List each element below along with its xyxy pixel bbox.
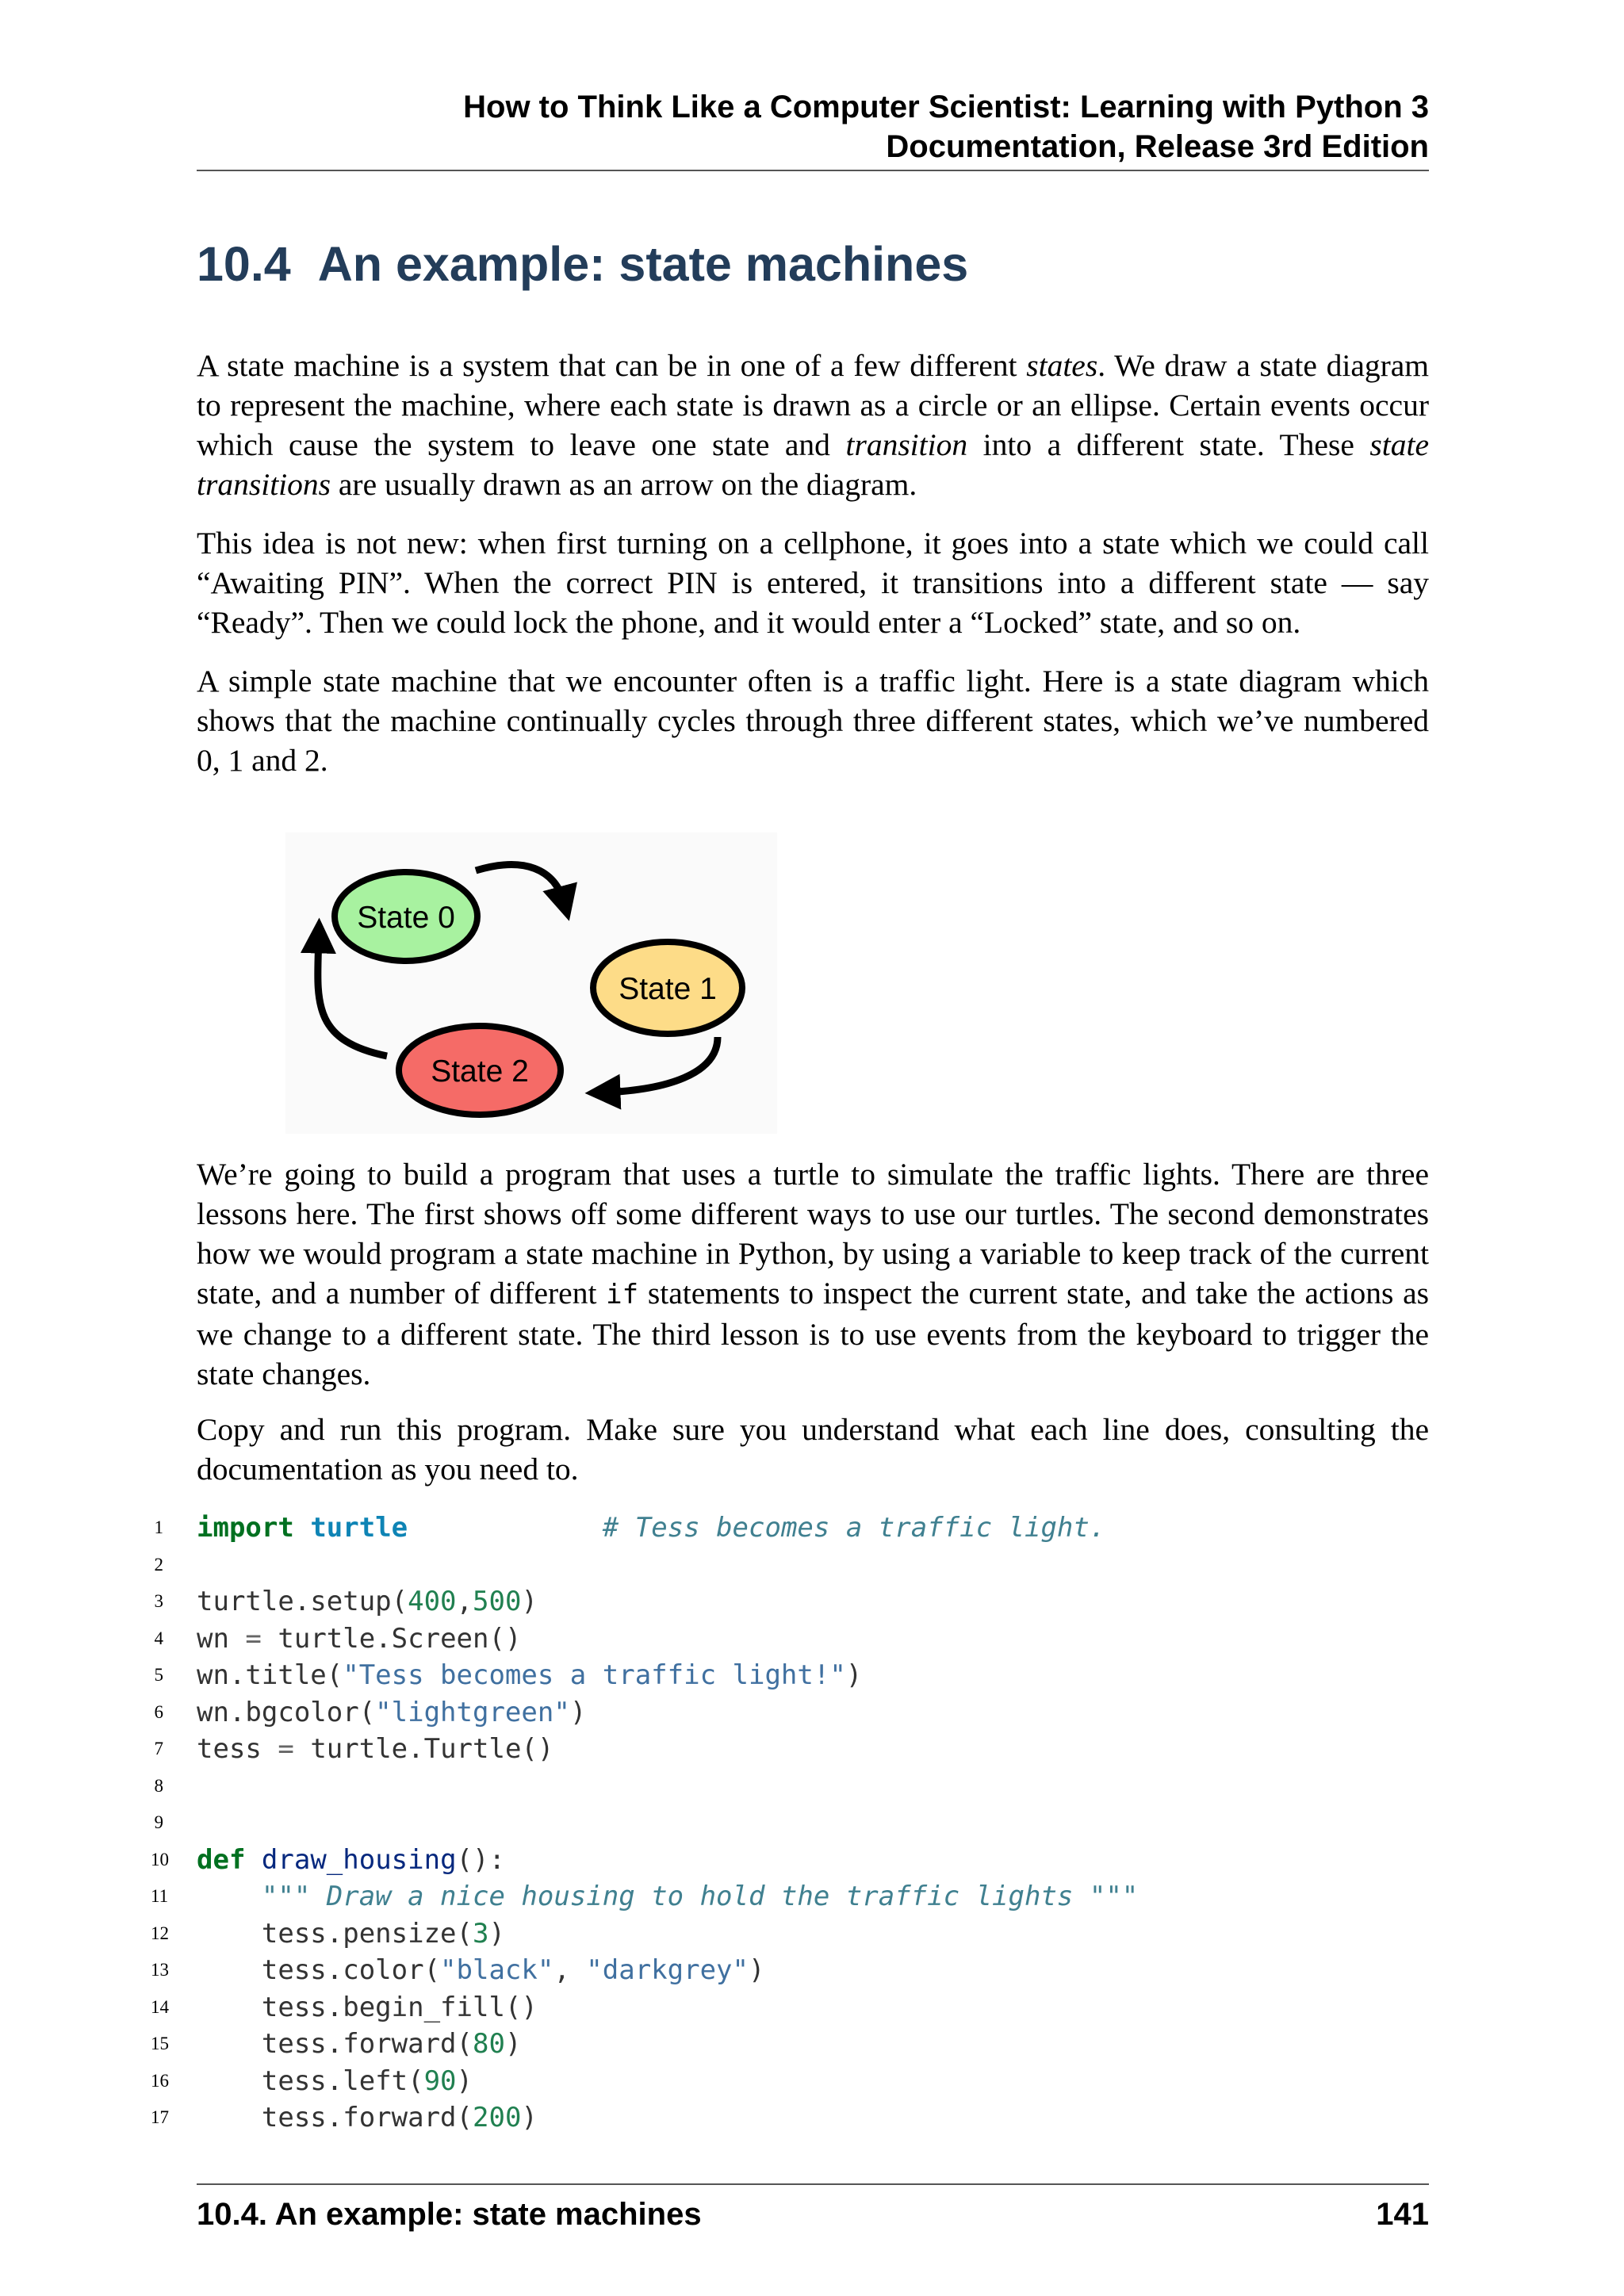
line-number: 17 <box>151 2107 169 2127</box>
code-line <box>0 1547 1624 1584</box>
line-number: 10 <box>151 1849 169 1869</box>
module-name: turtle <box>310 1512 408 1544</box>
code-line <box>0 1842 1624 1879</box>
code-line <box>0 1510 1624 1547</box>
p1-emphasis-states: states <box>1026 348 1098 383</box>
string-literal: "lightgreen" <box>375 1696 570 1728</box>
string-literal: "black" <box>440 1954 554 1986</box>
code-text: tess.color("black", "darkgrey") <box>197 1954 765 1986</box>
number-literal: 500 <box>473 1586 522 1617</box>
code-line <box>0 1621 1624 1658</box>
section-title-text: An example: state machines <box>317 237 969 291</box>
running-header <box>197 87 1429 166</box>
p1-emphasis-state-transitions: state transitions <box>197 427 1429 502</box>
code-text: wn.bgcolor("lightgreen") <box>197 1696 587 1728</box>
code-line <box>0 1952 1624 1989</box>
operator: = <box>245 1622 262 1655</box>
p1-text-g: are usually drawn as an arrow on the diagram. <box>331 467 917 502</box>
code-line <box>0 1915 1624 1953</box>
number-literal: 400 <box>408 1586 457 1617</box>
line-number: 11 <box>151 1886 169 1906</box>
state-0-node <box>335 872 477 961</box>
arrow-state0-to-state1 <box>476 865 565 904</box>
p1-emphasis-transition: transition <box>845 427 968 462</box>
line-number: 1 <box>154 1517 163 1537</box>
line-number: 9 <box>154 1812 163 1832</box>
code-text <box>197 1510 1105 1547</box>
p1-text-a: A state machine is a system that can be in one of a few different <box>197 348 1027 383</box>
code-text: def draw_housing(): <box>197 1843 505 1876</box>
line-number: 5 <box>154 1665 163 1685</box>
p4-inline-code-if: if <box>606 1279 639 1311</box>
spacing <box>408 1512 603 1544</box>
code-line <box>0 2063 1624 2100</box>
code-line <box>0 1878 1624 1915</box>
line-number: 3 <box>154 1591 163 1611</box>
state-1-label: State 1 <box>619 972 717 1006</box>
operator: = <box>278 1733 294 1765</box>
code-text: tess.begin_fill() <box>197 1991 538 2023</box>
code-text <box>197 1878 1138 1915</box>
code-text: wn.title("Tess becomes a traffic light!") <box>197 1659 863 1691</box>
state-diagram-figure <box>285 832 777 1134</box>
line-number: 2 <box>154 1554 163 1575</box>
docstring: """ Draw a nice housing to hold the traffic lights """ <box>261 1881 1139 1912</box>
p1-text-e: into a different state. These <box>967 427 1370 462</box>
header-line-2: Documentation, Release 3rd Edition <box>886 129 1429 164</box>
section-number: 10.4 <box>197 237 291 291</box>
code-line <box>0 1583 1624 1621</box>
number-literal: 3 <box>473 1917 489 1950</box>
line-number: 15 <box>151 2034 169 2053</box>
code-line <box>0 1694 1624 1732</box>
code-text: tess.pensize(3) <box>197 1917 505 1950</box>
paragraph-3: A simple state machine that we encounter often is a traffic light. Here is a state diagram which shows that the machine continually cycles through three different states, which we’ve numbered 0, 1 and 2. <box>197 664 1429 778</box>
line-number: 4 <box>154 1628 163 1648</box>
number-literal: 200 <box>473 2102 522 2133</box>
string-literal: "Tess becomes a traffic light!" <box>343 1659 846 1691</box>
p1-text-c: . We draw a state diagram to represent the machine, where each state is drawn as a circle or an ellipse. Certain events occur which cause the system to leave one state and <box>197 348 1430 462</box>
line-number: 7 <box>154 1739 163 1758</box>
code-text: turtle.setup(400,500) <box>197 1586 538 1617</box>
line-number: 12 <box>151 1923 169 1943</box>
state-diagram <box>285 832 777 1134</box>
code-text: tess.left(90) <box>197 2064 473 2097</box>
footer-section-title: 10.4. An example: state machines <box>197 2197 702 2232</box>
p4-text-b: statements to inspect the current state, and take the actions as we change to a different state. The third lesson is to use events from the keyboard to trigger the state changes. <box>197 1276 1429 1391</box>
section-title <box>197 235 968 293</box>
paragraph-1 <box>197 346 1429 504</box>
header-rule <box>197 170 1429 171</box>
line-number: 6 <box>154 1701 163 1722</box>
paragraph-4 <box>197 1154 1429 1394</box>
state-0-label: State 0 <box>357 901 455 935</box>
header-line-1: How to Think Like a Computer Scientist: Learning with Python 3 <box>463 90 1429 124</box>
code-text: tess = turtle.Turtle() <box>197 1733 554 1765</box>
code-text: tess.forward(80) <box>197 2028 522 2060</box>
code-line <box>0 1657 1624 1694</box>
function-name: draw_housing <box>261 1843 457 1876</box>
string-literal: "darkgrey" <box>586 1954 749 1986</box>
code-line <box>0 1768 1624 1805</box>
arrow-state1-to-state2 <box>603 1037 718 1093</box>
state-2-node <box>399 1026 561 1115</box>
code-line <box>0 2099 1624 2137</box>
footer-rule <box>197 2183 1429 2185</box>
p4-text-a: We’re going to build a program that uses a turtle to simulate the traffic lights. There are three lessons here. The first shows off some different ways to use our turtles. The second demonstrates how we would program a state machine in Python, by using a variable to keep track of the current state, and a number of different <box>197 1157 1429 1311</box>
line-number: 13 <box>151 1960 169 1980</box>
paragraph-2: This idea is not new: when first turning on a cellphone, it goes into a state which we could call “Awaiting PIN”. When the correct PIN is entered, it transitions into a different state — say “Ready”. Then we could lock the phone, and it would enter a “Locked” state, and so on. <box>197 526 1429 640</box>
state-1-node <box>593 942 742 1034</box>
code-text: wn = turtle.Screen() <box>197 1622 522 1655</box>
code-comment: # Tess becomes a traffic light. <box>602 1512 1106 1544</box>
keyword-import: import <box>197 1512 294 1544</box>
line-number: 14 <box>151 1996 169 2017</box>
line-number: 16 <box>151 2070 169 2091</box>
line-number: 8 <box>154 1775 163 1796</box>
paragraph-5: Copy and run this program. Make sure you understand what each line does, consulting the documentation as you need to. <box>197 1412 1429 1487</box>
number-literal: 80 <box>473 2028 505 2060</box>
code-line <box>0 1989 1624 2026</box>
code-text: tess.forward(200) <box>197 2102 538 2133</box>
page-number: 141 <box>1376 2197 1429 2232</box>
code-line <box>0 2026 1624 2063</box>
code-line <box>0 1804 1624 1842</box>
state-2-label: State 2 <box>431 1054 529 1089</box>
code-line <box>0 1731 1624 1768</box>
keyword-def: def <box>197 1843 246 1876</box>
number-literal: 90 <box>423 2064 457 2097</box>
